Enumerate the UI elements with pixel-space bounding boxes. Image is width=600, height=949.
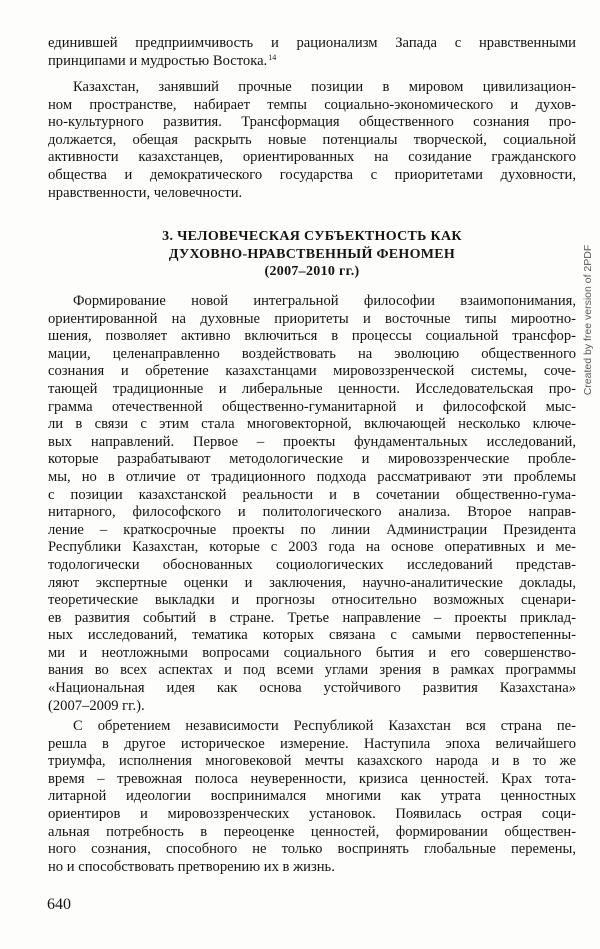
line-text: ных исследований, тематика которых связана с самыми первостепенны- xyxy=(48,627,576,644)
line-text: вания во всех аспектах и под всеми углами зрения в рамках программы xyxy=(48,662,576,679)
line-text: ляют экспертные оценки и заключения, научно-аналитические доклады, xyxy=(48,574,576,591)
section-heading xyxy=(48,228,576,281)
text-line xyxy=(48,416,576,434)
text-line xyxy=(48,736,576,754)
line-text: триумфа, исполнения многовековой мечты казахского народа и в то же xyxy=(48,753,576,770)
text-line xyxy=(48,575,576,593)
line-text: С обретением независимости Республикой Казахстан вся страна пе- xyxy=(73,718,576,734)
line-text: общества и демократического государства с приоритетами духовности, xyxy=(48,166,576,183)
text-line xyxy=(48,346,576,364)
line-text: литарной идеологии воспринимался многими как утрата ценностных xyxy=(48,788,576,805)
text-line xyxy=(48,610,576,628)
text-line xyxy=(48,185,576,203)
heading-line: ДУХОВНО-НРАВСТВЕННЫЙ ФЕНОМЕН xyxy=(168,246,456,262)
text-line xyxy=(48,788,576,806)
line-text: Казахстан, занявший прочные позиции в мировом цивилизацион- xyxy=(73,79,576,95)
heading-line: 3. ЧЕЛОВЕЧЕСКАЯ СУБЪЕКТНОСТЬ КАК xyxy=(162,229,462,244)
line-text: (2007–2009 гг.). xyxy=(48,697,145,714)
line-text: сознания и обретение казахстанцами мировоззренческой системы, соче- xyxy=(48,363,576,380)
line-text: ление – краткосрочные проекты по линии Администрации Президента xyxy=(48,521,576,538)
intro-paragraph xyxy=(48,79,576,202)
line-text: решла в другое историческое измерение. Наступила эпоха величайшего xyxy=(48,735,576,752)
line-text: но-культурного развития. Трансформация общественного сознания про- xyxy=(48,114,576,131)
line-text: ев развития событий в стране. Третье направление – проекты приклад- xyxy=(48,609,576,626)
line-text: альная потребность в переоценке ценностей, формировании обществен- xyxy=(48,823,576,840)
text-line xyxy=(48,53,576,71)
line-text: ориентированной на духовные приоритеты и восточные типы мироотно- xyxy=(48,310,576,327)
line-text: принципами и мудростью Востока. xyxy=(48,52,268,69)
text-line xyxy=(48,557,576,575)
text-line xyxy=(48,79,576,97)
line-text: активности казахстанцев, ориентированных на созидание гражданского xyxy=(48,149,576,166)
line-text: Формирование новой интегральной философии взаимопонимания, xyxy=(73,293,576,309)
text-line xyxy=(48,698,576,716)
body-paragraph-1 xyxy=(48,293,576,715)
text-line xyxy=(48,645,576,663)
watermark: Created by free version of 2PDF xyxy=(582,244,594,396)
text-line xyxy=(48,680,576,698)
text-line xyxy=(48,504,576,522)
line-text: ми и неотложными вопросами социального бытия и его совершенство- xyxy=(48,644,576,661)
text-line xyxy=(48,149,576,167)
line-text: вых направлений. Первое – проекты фундаментальных исследований, xyxy=(48,433,576,450)
page-number: 640 xyxy=(47,896,71,913)
line-text: которые разрабатывают методологические и мировоззренческие пробле- xyxy=(48,451,576,468)
text-line xyxy=(48,718,576,736)
line-text: единившей предприимчивость и рационализм Запада с нравственными xyxy=(48,35,576,51)
text-line xyxy=(48,35,576,53)
text-line xyxy=(48,97,576,115)
text-line xyxy=(48,824,576,842)
line-text: тающей традиционные и либеральные ценности. Исследовательская про- xyxy=(48,380,576,397)
heading-line: (2007–2010 гг.) xyxy=(264,264,360,279)
line-text: с позиции казахстанской реальности и в сочетании общественно-гума- xyxy=(48,486,576,503)
text-line xyxy=(48,399,576,417)
line-text: «Национальная идея как основа устойчивого развития Казахстана» xyxy=(48,680,576,697)
text-line xyxy=(48,841,576,859)
text-line xyxy=(48,293,576,311)
line-text: время – тревожная полоса неуверенности, кризиса ценностей. Крах тота- xyxy=(48,770,576,787)
text-line xyxy=(48,363,576,381)
text-line xyxy=(48,662,576,680)
text-line xyxy=(48,522,576,540)
line-text: шения, позволяет активно включиться в процессы социальной трансфор- xyxy=(48,328,576,345)
line-text: ном пространстве, набирает темпы социально-экономического и духов- xyxy=(48,96,576,113)
text-line xyxy=(48,592,576,610)
footnote-ref: 14 xyxy=(268,52,277,62)
text-line xyxy=(48,539,576,557)
line-text: мации, целенаправленно воздействовать на эволюцию общественного xyxy=(48,345,576,362)
text-line xyxy=(48,132,576,150)
text-line xyxy=(48,434,576,452)
line-text: Республики Казахстан, которые с 2003 года на основе оперативных и ме- xyxy=(48,539,576,556)
line-text: грамма отечественной общественно-гуманитарной и философской мыс- xyxy=(48,398,576,415)
text-line xyxy=(48,114,576,132)
text-line xyxy=(48,469,576,487)
line-text: должается, обещая раскрыть новые потенциалы творческой, социальной xyxy=(48,131,576,148)
text-line xyxy=(48,451,576,469)
line-text: ли в связи с этим стала многовекторной, включающей несколько ключе- xyxy=(48,416,576,433)
text-line xyxy=(48,859,576,877)
line-text: мы, но в отличие от традиционного подхода рассматривают эти проблемы xyxy=(48,468,576,485)
text-line xyxy=(48,381,576,399)
line-text: теоретические выкладки и прогнозы относительно возможных сценари- xyxy=(48,592,576,609)
body-paragraph-2 xyxy=(48,718,576,876)
line-text: тодологически обоснованных социологических исследований представ- xyxy=(48,556,576,573)
text-line xyxy=(48,806,576,824)
line-text: ного сознания, способного не только воспринять глобальные перемены, xyxy=(48,841,576,858)
text-line xyxy=(48,487,576,505)
text-line xyxy=(48,167,576,185)
continuation-paragraph xyxy=(48,35,576,70)
line-text: нитарного, философского и политологического анализа. Второе направ- xyxy=(48,504,576,521)
line-text: нравственности, человечности. xyxy=(48,184,243,201)
text-line xyxy=(48,311,576,329)
text-line xyxy=(48,627,576,645)
text-line xyxy=(48,753,576,771)
text-line xyxy=(48,771,576,789)
text-line xyxy=(48,328,576,346)
line-text: но и способствовать претворению их в жизнь. xyxy=(48,858,335,875)
line-text: ориентиров и мировоззренческих установок. Появилась острая соци- xyxy=(48,805,576,822)
